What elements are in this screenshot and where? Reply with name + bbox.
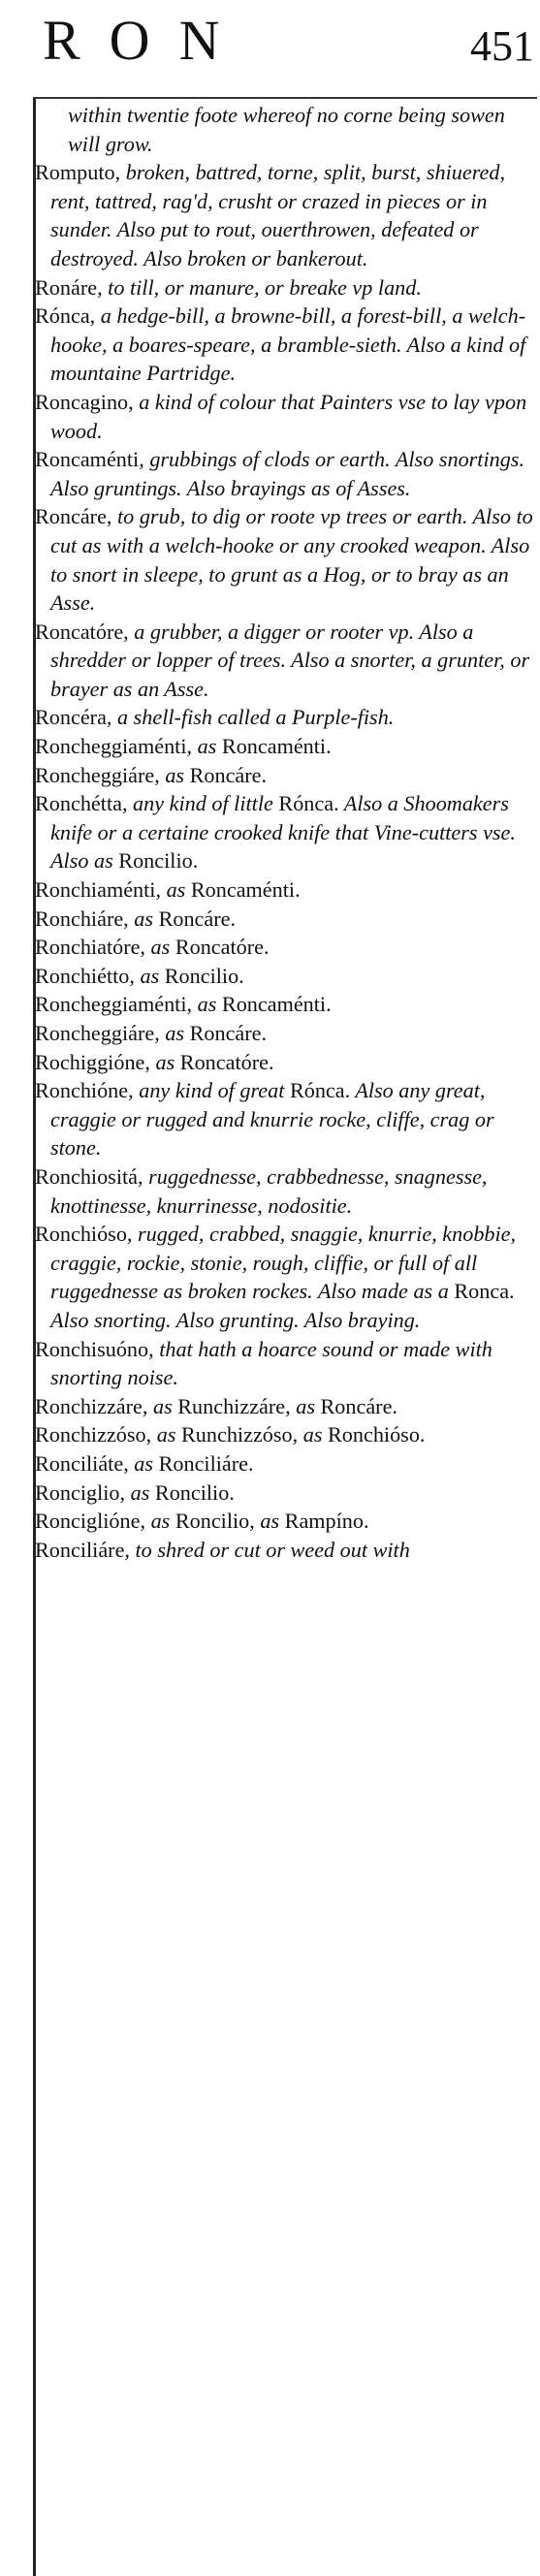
dictionary-entry bbox=[33, 502, 537, 617]
definition: a grubber, a digger or rooter vp. Also a shredder or lopper of trees. Also a snorter, a grunter, or brayer as an Asse. bbox=[50, 619, 530, 701]
definition: as bbox=[192, 734, 222, 759]
dictionary-entry bbox=[33, 445, 537, 502]
headword: Ronchióne bbox=[35, 1078, 129, 1103]
dictionary-entry bbox=[33, 761, 537, 790]
cross-reference: Rónca. bbox=[289, 1078, 351, 1103]
cross-reference: Roncáre. bbox=[189, 762, 268, 787]
cross-reference: Roncaménti. bbox=[190, 877, 301, 903]
dictionary-entry bbox=[33, 618, 537, 704]
dictionary-entry bbox=[33, 1019, 537, 1048]
dictionary-entry bbox=[33, 1076, 537, 1162]
definition: as bbox=[145, 1509, 175, 1534]
page-header bbox=[0, 0, 540, 116]
dictionary-column bbox=[33, 101, 537, 1564]
dictionary-entry bbox=[33, 732, 537, 761]
definition: to till, or manure, or breake vp land. bbox=[102, 274, 422, 300]
definition: as bbox=[134, 963, 165, 988]
dictionary-entry bbox=[33, 1335, 537, 1392]
dictionary-entry bbox=[33, 1449, 537, 1479]
dictionary-entry bbox=[33, 158, 537, 272]
cross-reference: Ronca. bbox=[454, 1279, 515, 1304]
dictionary-entry bbox=[33, 962, 537, 991]
headword: Roncáre, bbox=[35, 504, 112, 529]
cross-reference: Runchizzóso, bbox=[181, 1422, 299, 1447]
headword: Ronciglióne, bbox=[35, 1509, 146, 1534]
definition: as bbox=[159, 1021, 190, 1045]
headword: Roncaménti bbox=[35, 447, 140, 472]
headword: Roncatóre, bbox=[35, 619, 129, 644]
headword: Ronchióso bbox=[35, 1222, 127, 1247]
headword: Roncagino, bbox=[35, 389, 134, 414]
cross-reference: Roncaménti. bbox=[221, 992, 332, 1017]
definition: , to shred or cut or weed out with bbox=[124, 1537, 410, 1562]
definition: as bbox=[161, 877, 191, 903]
dictionary-entry bbox=[33, 789, 537, 875]
dictionary-entry bbox=[33, 1536, 537, 1565]
definition: as bbox=[125, 1479, 155, 1505]
definition: Also snorting. Also grunting. Also braying. bbox=[50, 1307, 421, 1332]
headword: Ronchizzóso, bbox=[35, 1422, 152, 1447]
headword: Ronchiétto, bbox=[35, 963, 135, 988]
headword: Ronciliáte, bbox=[35, 1450, 129, 1476]
dictionary-entry bbox=[33, 273, 537, 302]
header-rule bbox=[33, 97, 537, 99]
headword: Rónca, bbox=[35, 303, 96, 329]
definition: as bbox=[128, 906, 159, 931]
dictionary-entry bbox=[33, 933, 537, 962]
headword: Ronchiatóre, bbox=[35, 935, 145, 960]
definition: as bbox=[149, 1049, 180, 1074]
definition: as bbox=[147, 1393, 178, 1418]
dictionary-entry bbox=[33, 1162, 537, 1220]
definition: as bbox=[290, 1393, 321, 1418]
dictionary-entry bbox=[33, 1048, 537, 1077]
cross-reference: Roncilio. bbox=[164, 963, 244, 988]
headword: Roncheggiaménti, bbox=[35, 992, 193, 1017]
dictionary-entry bbox=[33, 1392, 537, 1421]
cross-reference: Roncáre. bbox=[189, 1021, 268, 1045]
cross-reference: Runchizzáre, bbox=[177, 1393, 291, 1418]
headword: Ronáre, bbox=[35, 274, 103, 300]
definition: , a shell-fish called a Purple-fish. bbox=[106, 705, 395, 730]
headword: Roncheggiaménti, bbox=[35, 734, 193, 759]
definition: as bbox=[298, 1422, 328, 1447]
headword: Ronchisuóno, bbox=[35, 1336, 154, 1361]
running-head: RON bbox=[43, 9, 249, 72]
definition: as bbox=[254, 1509, 285, 1534]
definition: ruggednesse, crabbednesse, snagnesse, knottinesse, knurrinesse, nodositie. bbox=[50, 1163, 488, 1218]
dictionary-entry bbox=[33, 101, 537, 158]
cross-reference: Ronciliáre. bbox=[158, 1450, 254, 1476]
definition: a kind of colour that Painters vse to lay vpon wood. bbox=[50, 389, 527, 443]
dictionary-entry bbox=[33, 990, 537, 1019]
definition: , grubbings of clods or earth. Also snortings. Also gruntings. Also brayings as of Asses. bbox=[50, 447, 524, 500]
cross-reference: Rónca. bbox=[278, 791, 339, 816]
headword: Ronciliáre bbox=[35, 1537, 125, 1562]
cross-reference: Roncáre. bbox=[158, 906, 237, 931]
headword: Ronchiaménti, bbox=[35, 877, 162, 903]
cross-reference: Roncaménti. bbox=[221, 734, 332, 759]
headword: Rochiggióne, bbox=[35, 1049, 150, 1074]
definition: , any kind of little bbox=[121, 791, 279, 816]
definition: broken, battred, torne, split, burst, shiuered, rent, tattred, rag'd, crusht or crazed in pieces or in sunder. Also put to rout, ouerthrowen, defeated or destroyed. Also broken or bankerout. bbox=[50, 160, 506, 270]
headword: Ronchétta bbox=[35, 791, 122, 816]
cross-reference: Roncilio. bbox=[118, 848, 199, 874]
definition: to grub, to dig or roote vp trees or earth. Also to cut as with a welch-hooke or any crooked weapon. Also to snort in sleepe, to grunt as a Hog, or to bray as an Asse. bbox=[50, 504, 533, 616]
cross-reference: Roncatóre. bbox=[175, 935, 270, 960]
headword: Ronchizzáre, bbox=[35, 1393, 148, 1418]
definition: a hedge-bill, a browne-bill, a forest-bill, a welch-hooke, a boares-speare, a bramble-sieth. Also a kind of mountaine Partridge. bbox=[50, 303, 526, 386]
cross-reference: Roncilio, bbox=[175, 1509, 255, 1534]
dictionary-entry bbox=[33, 905, 537, 934]
dictionary-entry bbox=[33, 1420, 537, 1449]
definition: as bbox=[159, 762, 190, 787]
cross-reference: Rampíno. bbox=[284, 1509, 369, 1534]
dictionary-entry bbox=[33, 703, 537, 732]
cross-reference: Roncilio. bbox=[154, 1479, 235, 1505]
dictionary-entry bbox=[33, 1479, 537, 1508]
definition: Also a Shoomakers knife or a certaine crooked knife that Vine-cutters vse. Also as bbox=[50, 791, 516, 874]
headword: Ronchiáre, bbox=[35, 906, 129, 931]
definition: within twentie foote whereof no corne being sowen will grow. bbox=[68, 103, 505, 156]
headword: Roncéra bbox=[35, 705, 107, 730]
definition: , rugged, crabbed, snaggie, knurrie, knobbie, craggie, rockie, stonie, rough, cliffie, or full of all ruggednesse as broken rockes. Also made as a bbox=[50, 1222, 517, 1304]
headword: Roncheggiáre, bbox=[35, 762, 160, 787]
dictionary-entry bbox=[33, 388, 537, 445]
dictionary-entry bbox=[33, 875, 537, 905]
cross-reference: Ronchióso. bbox=[328, 1422, 426, 1447]
definition: as bbox=[151, 1422, 181, 1447]
definition: as bbox=[128, 1450, 159, 1476]
headword: Ronciglio, bbox=[35, 1479, 126, 1505]
dictionary-entry bbox=[33, 1220, 537, 1334]
headword: Ronchiositá, bbox=[35, 1163, 143, 1189]
dictionary-entry bbox=[33, 1507, 537, 1536]
dictionary-entry bbox=[33, 302, 537, 388]
cross-reference: Roncatóre. bbox=[179, 1049, 274, 1074]
page-number: 451 bbox=[470, 22, 534, 70]
headword: Romputo, bbox=[35, 160, 121, 185]
definition: that hath a hoarce sound or made with snorting noise. bbox=[50, 1336, 492, 1390]
definition: as bbox=[192, 992, 222, 1017]
headword: Roncheggiáre, bbox=[35, 1021, 160, 1045]
definition: Also any great, craggie or rugged and knurrie rocke, cliffe, crag or stone. bbox=[50, 1078, 494, 1161]
definition: , any kind of great bbox=[128, 1078, 290, 1103]
cross-reference: Roncáre. bbox=[320, 1393, 397, 1418]
definition: as bbox=[144, 935, 175, 960]
